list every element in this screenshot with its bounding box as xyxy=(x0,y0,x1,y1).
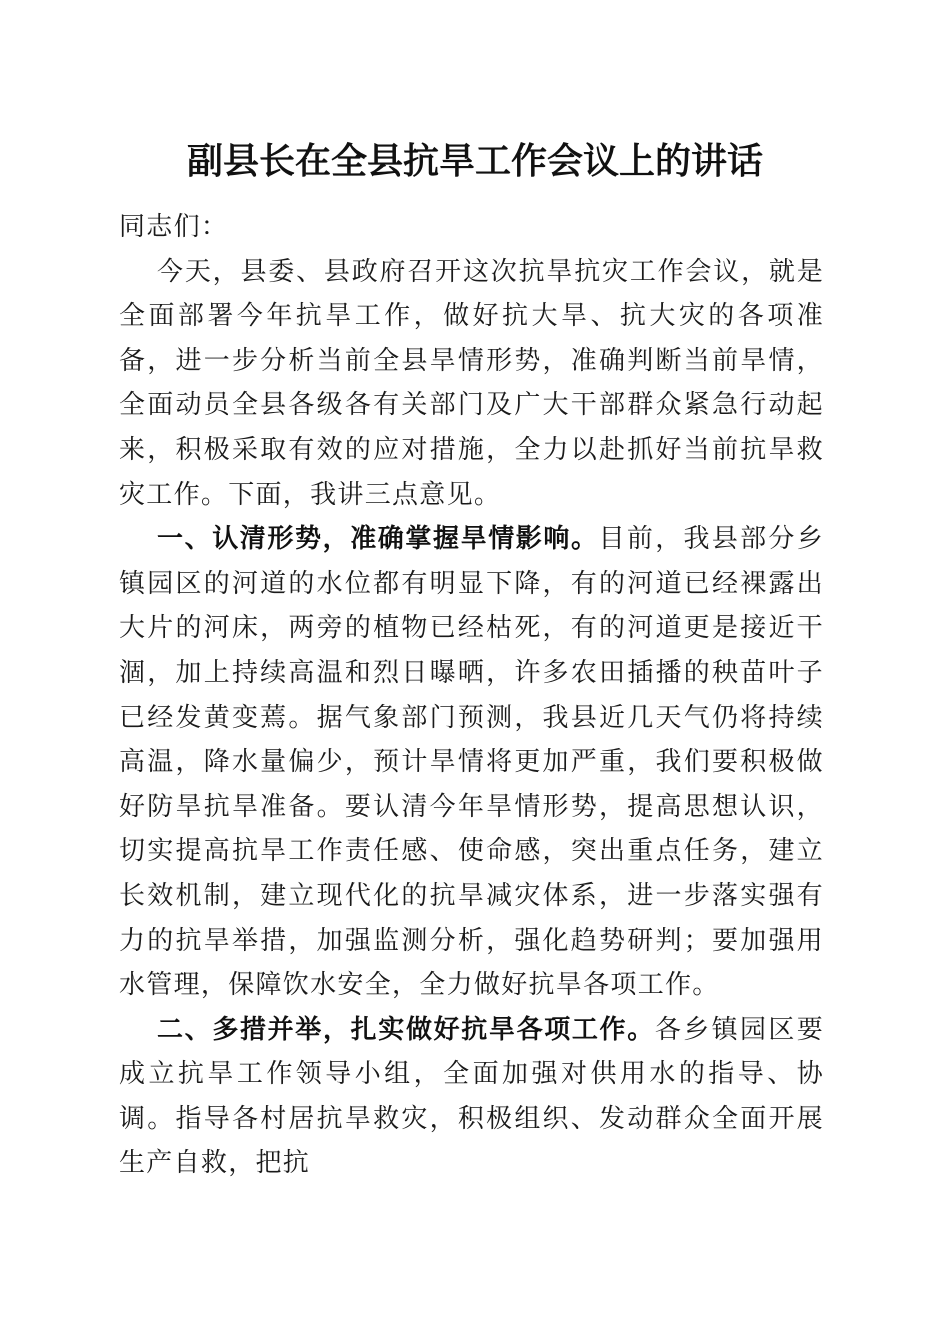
paragraph-section-two xyxy=(119,1008,824,1186)
salutation: 同志们： xyxy=(119,212,229,242)
document-body xyxy=(119,205,824,1186)
section-heading: 二、多措并举，扎实做好抗旱各项工作。 xyxy=(157,1014,655,1045)
paragraph-text: 各乡镇园区要成立抗旱工作领导小组，全面加强对供用水的指导、协调。指导各村居抗旱救灾，积极组织、发动群众全面开展生产自救，把抗 xyxy=(119,1014,824,1179)
section-heading: 一、认清形势，准确掌握旱情影响。 xyxy=(157,524,599,555)
paragraph-section-one xyxy=(119,517,824,1008)
paragraph-intro xyxy=(119,250,824,518)
paragraph-text: 今天，县委、县政府召开这次抗旱抗灾工作会议，就是全面部署今年抗旱工作，做好抗大旱、抗大灾的各项准备，进一步分析当前全县旱情形势，准确判断当前旱情，全面动员全县各级各有关部门及广大干部群众紧急行动起来，积极采取有效的应对措施，全力以赴抓好当前抗旱救灾工作。下面，我讲三点意见。 xyxy=(119,256,824,510)
paragraph-text: 目前，我县部分乡镇园区的河道的水位都有明显下降，有的河道已经裸露出大片的河床，两旁的植物已经枯死，有的河道更是接近干涸，加上持续高温和烈日曝晒，许多农田插播的秧苗叶子已经发黄变蔫。据气象部门预测，我县近几天气仍将持续高温，降水量偏少，预计旱情将更加严重，我们要积极做好防旱抗旱准备。要认清今年旱情形势，提高思想认识，切实提高抗旱工作责任感、使命感，突出重点任务，建立长效机制，建立现代化的抗旱减灾体系，进一步落实强有力的抗旱举措，加强监测分析，强化趋势研判；要加强用水管理，保障饮水安全，全力做好抗旱各项工作。 xyxy=(119,524,824,1001)
document-title: 副县长在全县抗旱工作会议上的讲话 xyxy=(186,140,763,182)
